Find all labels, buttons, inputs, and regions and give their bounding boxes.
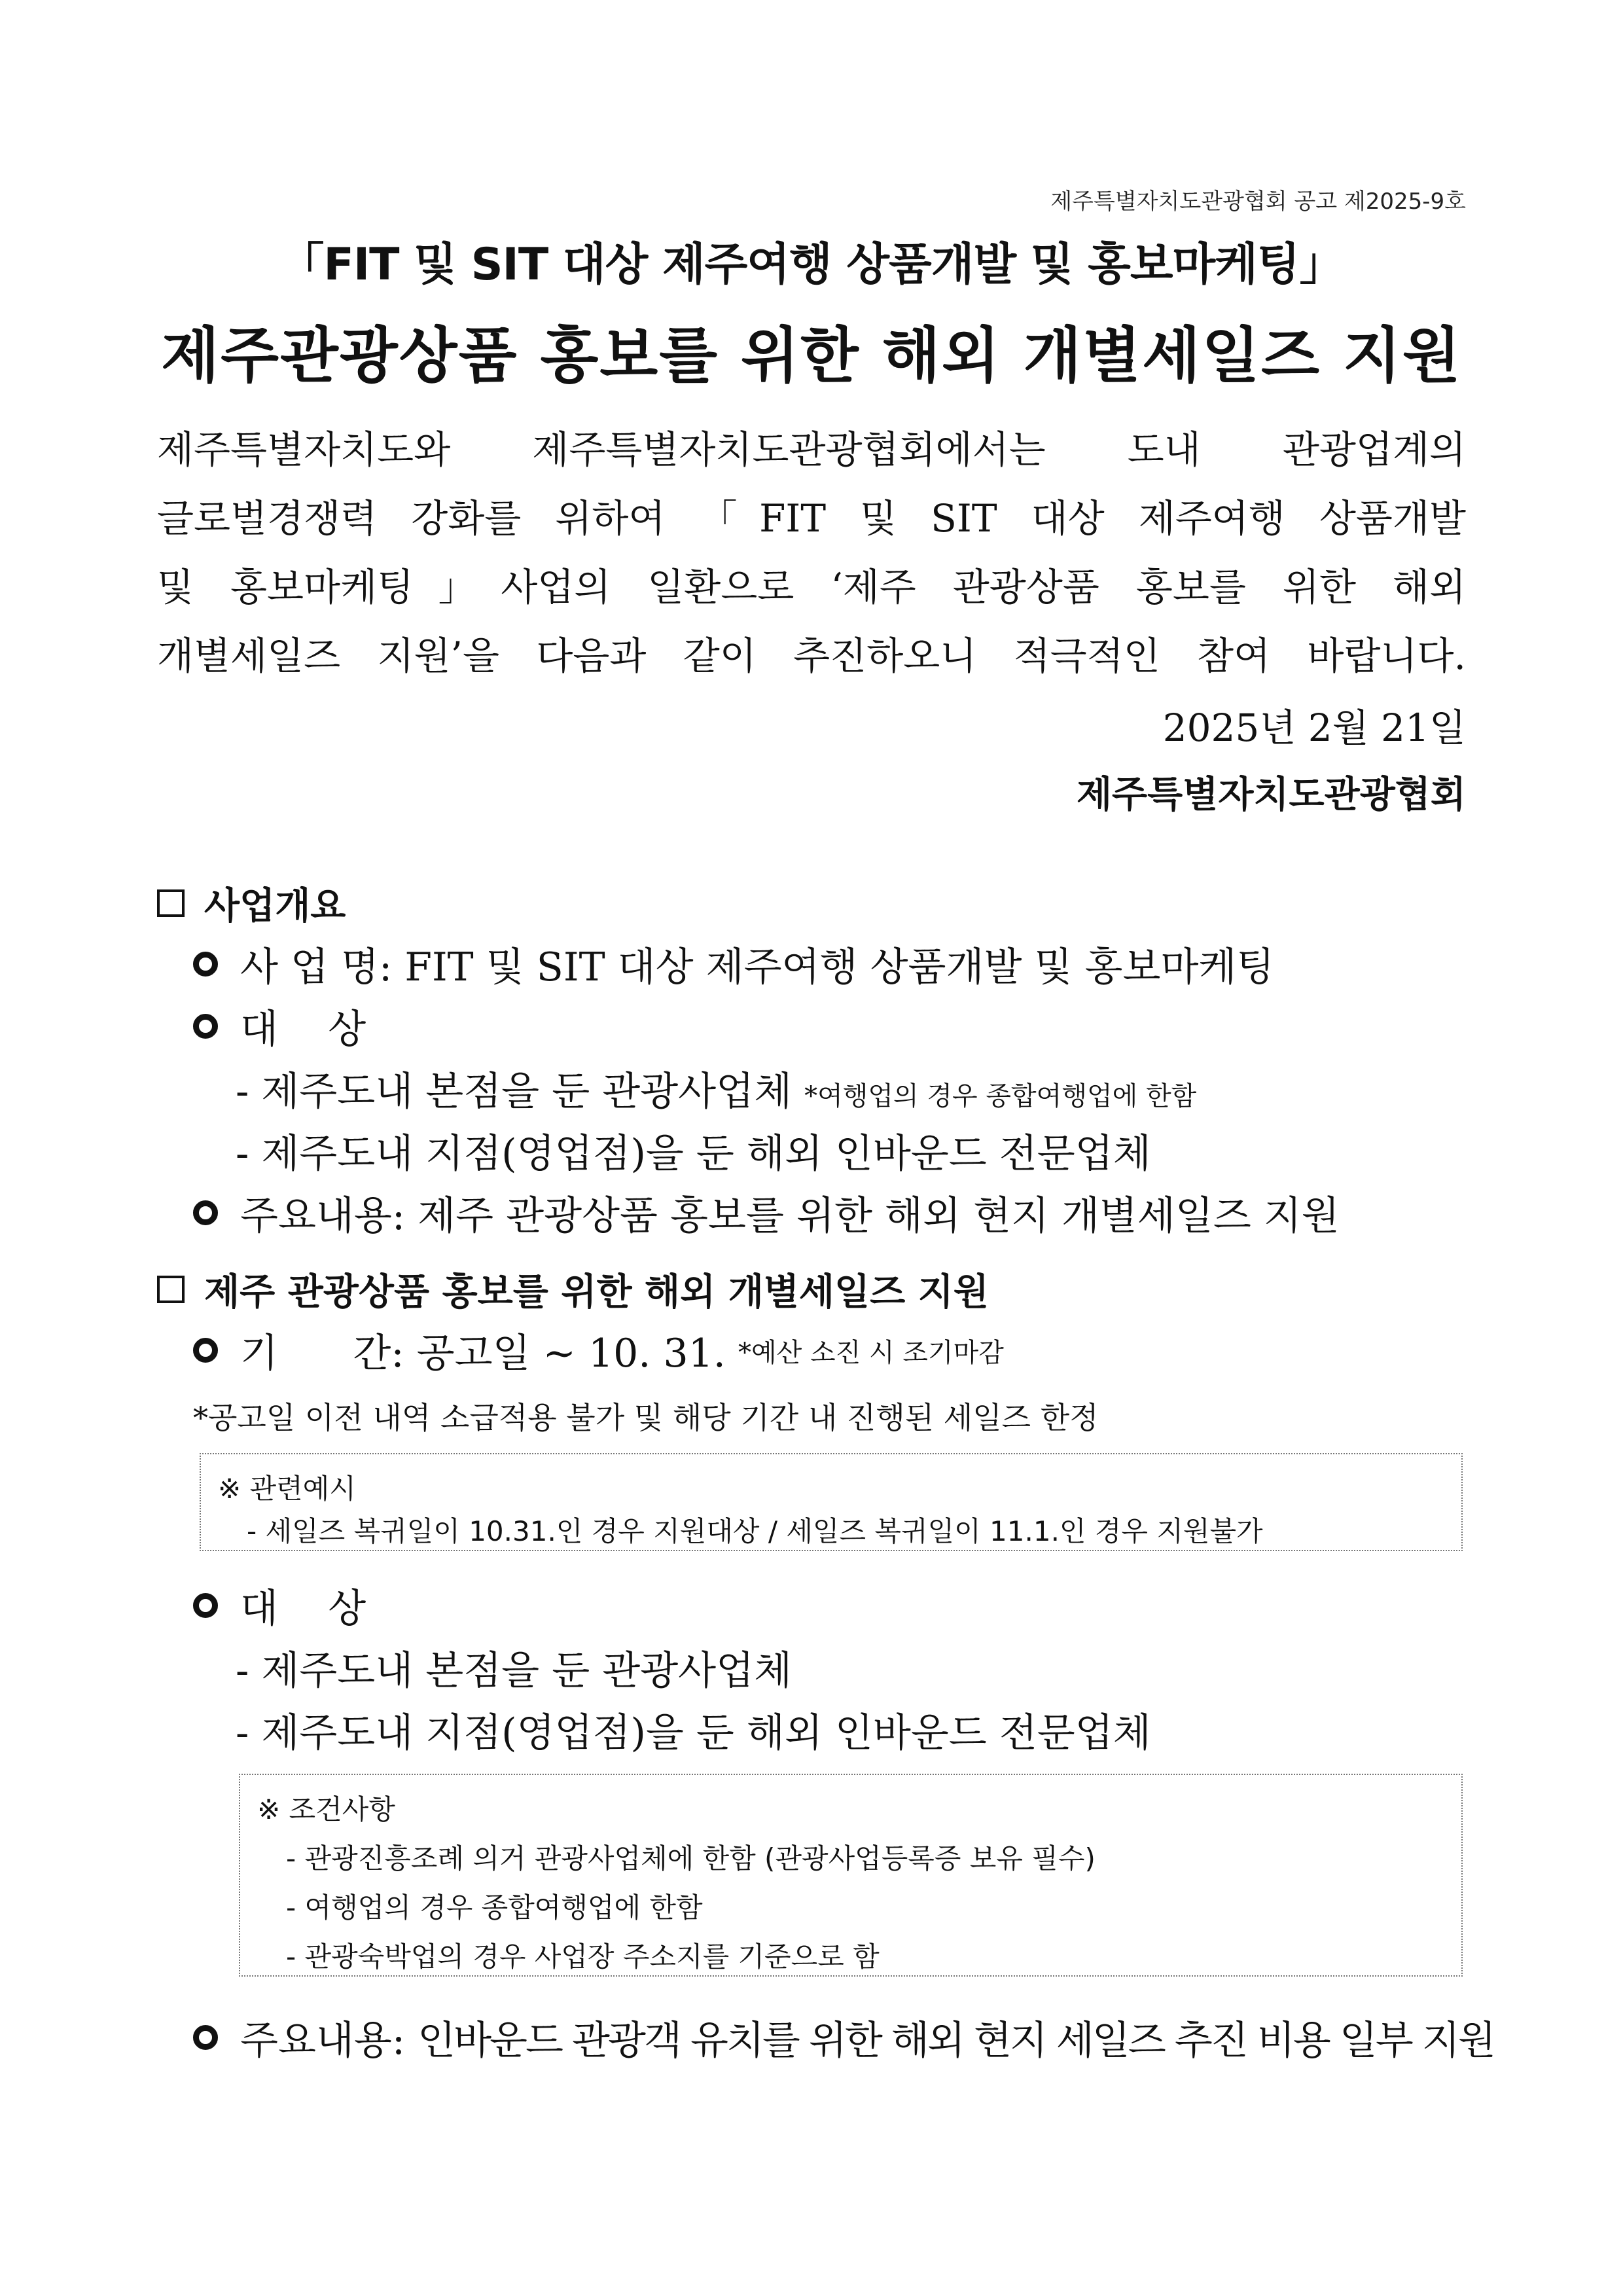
condition-line-2: - 여행업의 경우 종합여행업에 한함 (286, 1892, 703, 1924)
intro-line-2: 글로벌경쟁력 강화를 위하여 「FIT 및 SIT 대상 제주여행 상품개발 (157, 496, 1466, 541)
section1-heading (157, 877, 346, 929)
target-label-1: 대 상 (240, 1007, 366, 1052)
target-item-2 (193, 1577, 366, 1634)
target-1-line-1 (236, 1060, 1196, 1117)
circle-bullet-icon (193, 1338, 218, 1363)
target-label-2: 대 상 (240, 1586, 366, 1632)
target-item-1 (193, 998, 366, 1054)
example-box (200, 1453, 1463, 1551)
organization-name: 제주특별자치도관광협회 (1076, 774, 1466, 816)
period-footnote: *공고일 이전 내역 소급적용 불가 및 해당 기간 내 진행된 세일즈 한정 (193, 1400, 1099, 1435)
example-box-title: ※ 관련예시 (218, 1473, 356, 1505)
condition-box-title: ※ 조건사항 (257, 1793, 395, 1825)
announcement-date: 2025년 2월 21일 (1162, 706, 1466, 750)
target-1-line-2: - 제주도내 지점(영업점)을 둔 해외 인바운드 전문업체 (236, 1131, 1151, 1177)
section2-heading-text: 제주 관광상품 홍보를 위한 해외 개별세일즈 지원 (204, 1271, 989, 1314)
target-1-note: *여행업의 경우 종합여행업에 한함 (804, 1081, 1197, 1111)
content-value-1: 제주 관광상품 홍보를 위한 해외 현지 개별세일즈 지원 (418, 1193, 1340, 1239)
project-name-value: FIT 및 SIT 대상 제주여행 상품개발 및 홍보마케팅 (404, 944, 1275, 990)
target-2-line-1: - 제주도내 본점을 둔 관광사업체 (236, 1648, 793, 1694)
content-label-1: 주요내용: (240, 1193, 406, 1239)
target-2-line-2: - 제주도내 지점(영업점)을 둔 해외 인바운드 전문업체 (236, 1710, 1151, 1756)
content-item-2 (193, 2009, 1494, 2066)
title-line-1: 「FIT 및 SIT 대상 제주여행 상품개발 및 홍보마케팅」 (279, 239, 1344, 291)
condition-line-3: - 관광숙박업의 경우 사업장 주소지를 기준으로 함 (286, 1941, 880, 1973)
circle-bullet-icon (193, 952, 218, 977)
circle-bullet-icon (193, 2025, 218, 2050)
project-name-label: 사 업 명: (240, 944, 393, 990)
period-value: 공고일 ~ 10. 31. (416, 1331, 726, 1376)
condition-line-1: - 관광진흥조례 의거 관광사업체에 한함 (관광사업등록증 보유 필수) (286, 1842, 1096, 1874)
period-label: 기 간: (240, 1331, 404, 1376)
example-box-line: - 세일즈 복귀일이 10.31.인 경우 지원대상 / 세일즈 복귀일이 11.1.인 경우 지원불가 (247, 1515, 1263, 1547)
condition-box (239, 1774, 1463, 1977)
period-note: *예산 소진 시 조기마감 (738, 1337, 1004, 1368)
content-value-2: 인바운드 관광객 유치를 위한 해외 현지 세일즈 추진 비용 일부 지원 (418, 2018, 1494, 2064)
square-bullet-icon (157, 889, 185, 917)
circle-bullet-icon (193, 1014, 218, 1039)
section2-heading (157, 1263, 989, 1316)
target-1-line-1-text: - 제주도내 본점을 둔 관광사업체 (236, 1069, 793, 1115)
section1-heading-text: 사업개요 (204, 885, 346, 927)
square-bullet-icon (157, 1276, 185, 1303)
period-item (193, 1322, 1004, 1378)
circle-bullet-icon (193, 1593, 218, 1618)
intro-line-4: 개별세일즈 지원’을 다음과 같이 추진하오니 적극적인 참여 바랍니다. (157, 634, 1466, 678)
content-label-2: 주요내용: (240, 2018, 406, 2064)
circle-bullet-icon (193, 1200, 218, 1225)
project-name-item (193, 936, 1274, 992)
title-line-2: 제주관광상품 홍보를 위한 해외 개별세일즈 지원 (161, 321, 1462, 391)
notice-number: 제주특별자치도관광협회 공고 제2025-9호 (1050, 188, 1466, 215)
content-item-1 (193, 1185, 1340, 1241)
intro-line-1: 제주특별자치도와 제주특별자치도관광협회에서는 도내 관광업계의 (157, 427, 1466, 472)
intro-line-3: 및 홍보마케팅」사업의 일환으로 ‘제주 관광상품 홍보를 위한 해외 (157, 565, 1466, 609)
